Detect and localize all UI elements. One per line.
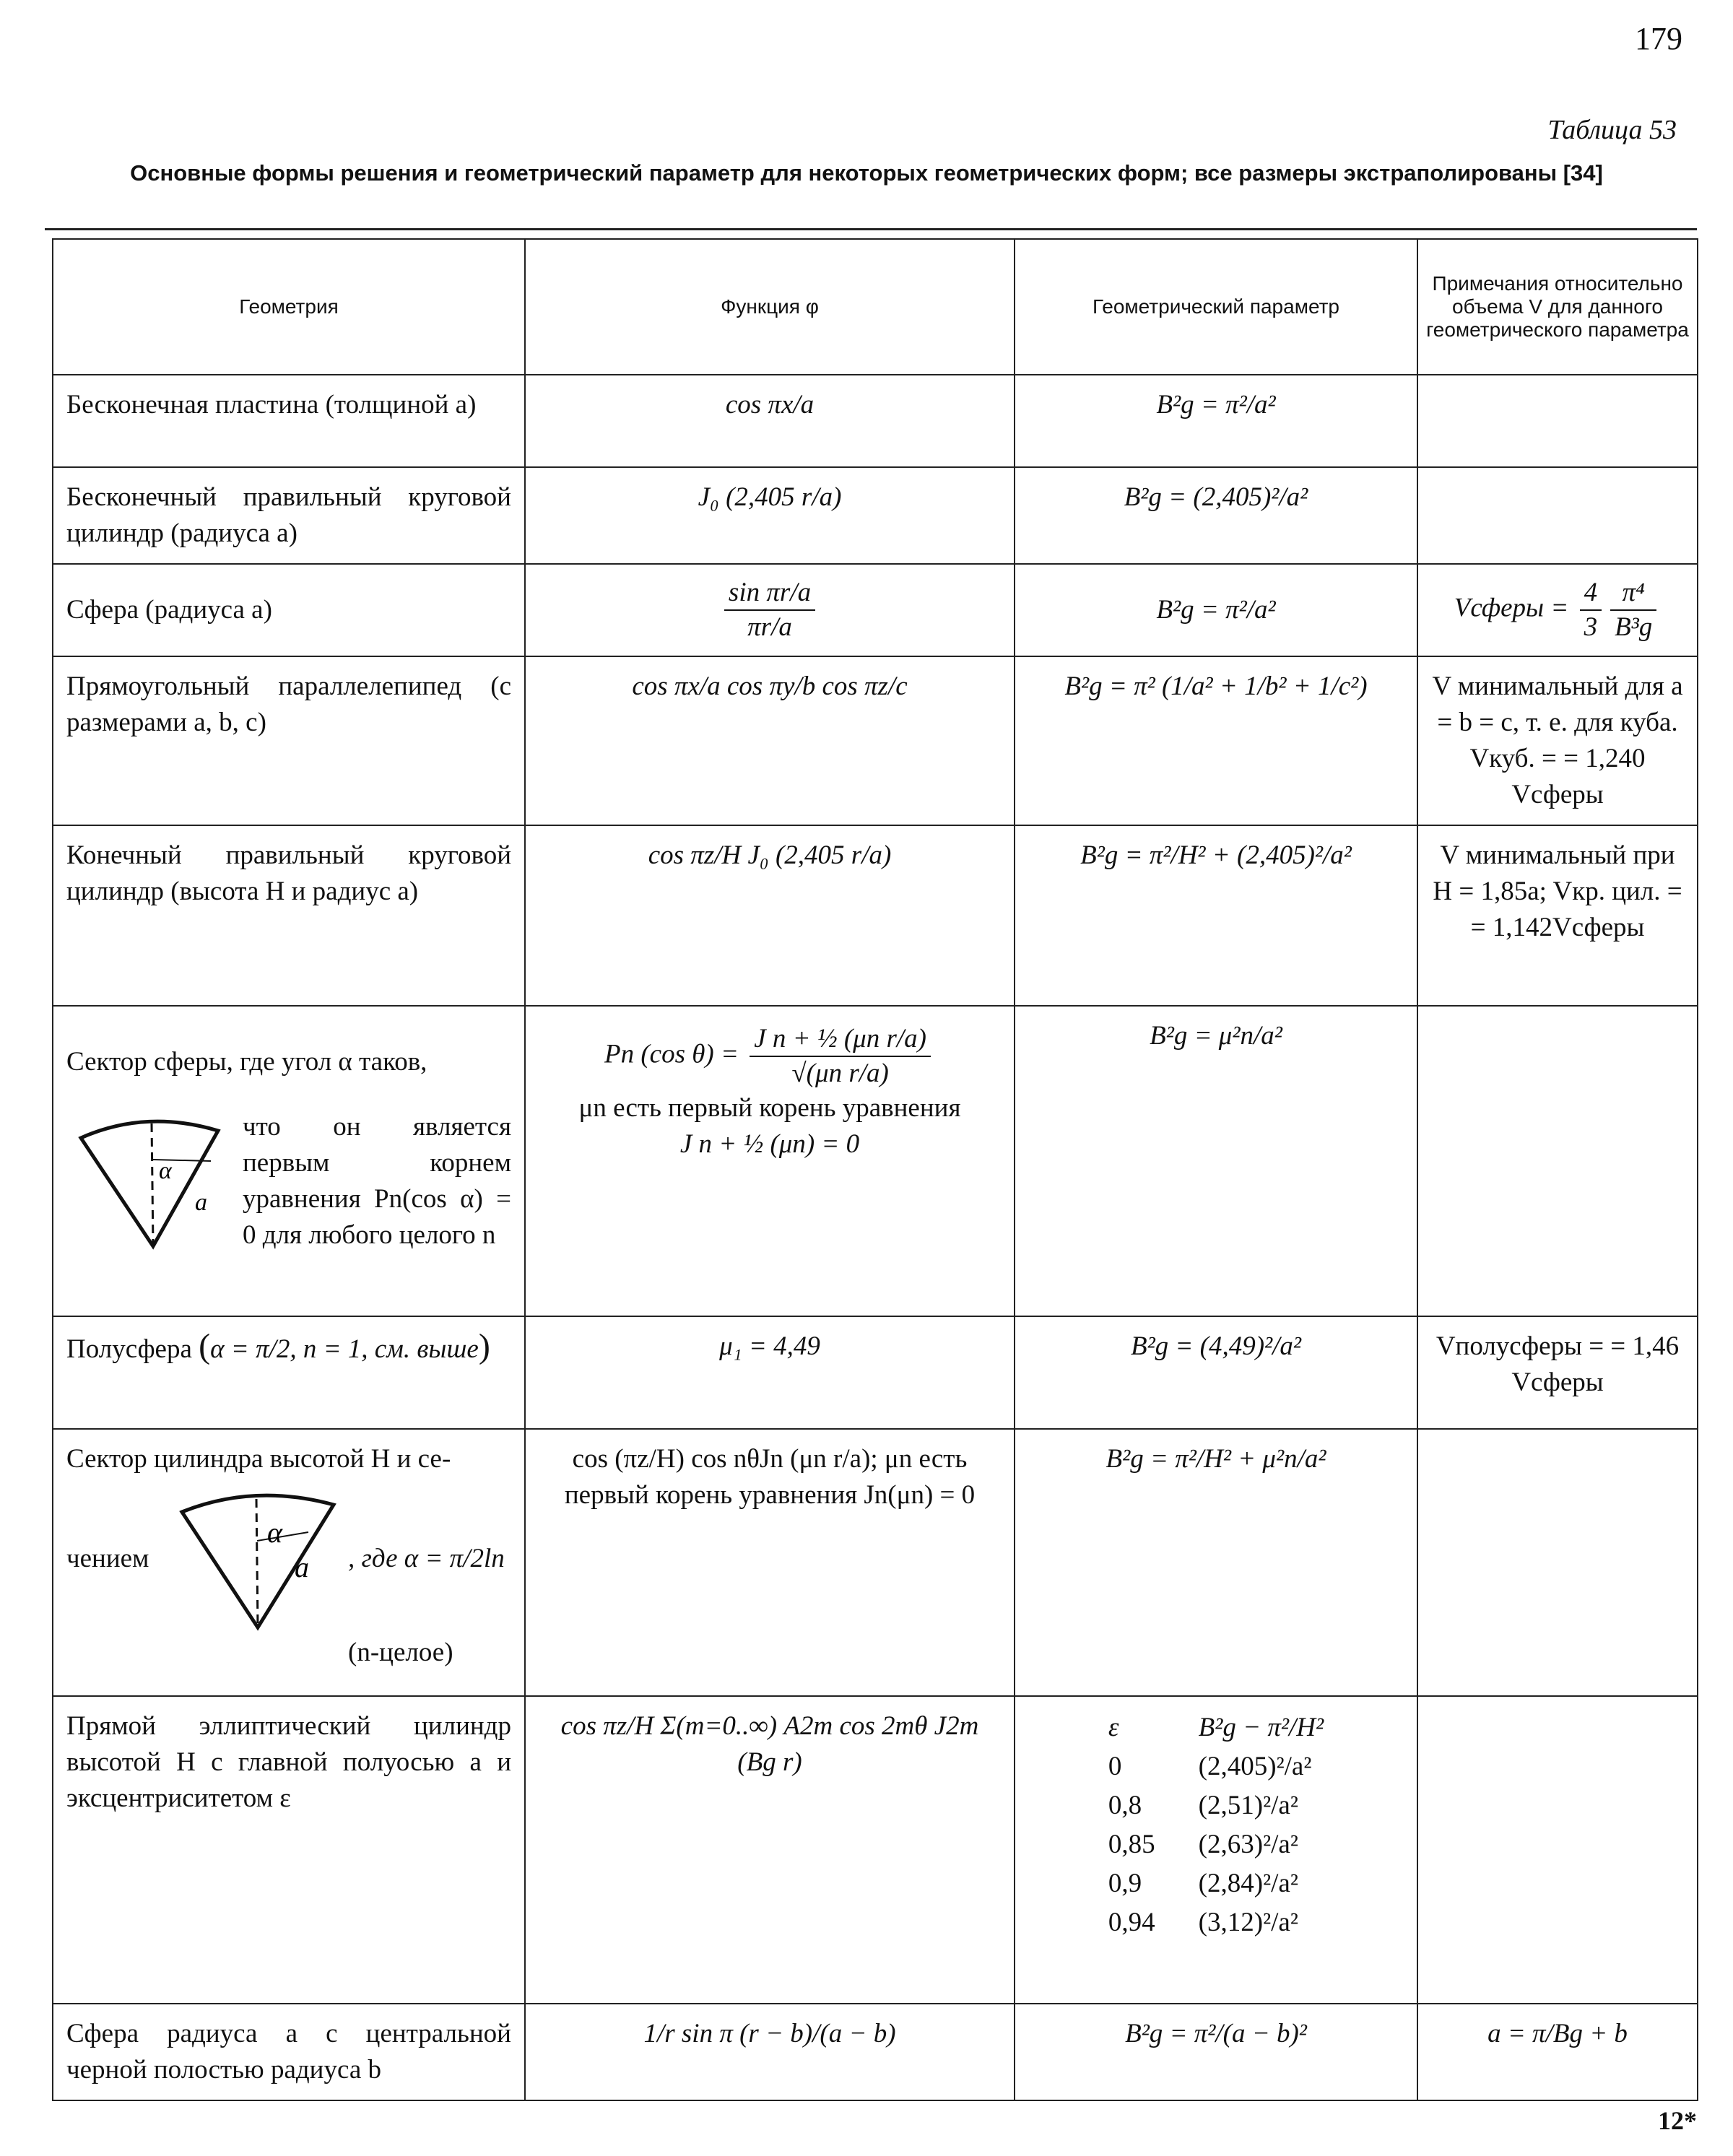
fraction-numerator: sin πr/a — [724, 576, 815, 611]
note-cell: V минимальный при H = 1,85a; Vкр. цил. = = 1,142Vсферы — [1417, 825, 1698, 1006]
parameter-cell: B²g = (2,405)²/a² — [1015, 467, 1417, 564]
paren-close: ) — [478, 1327, 490, 1365]
eccentricity-header-right: B²g − π²/H² — [1198, 1713, 1324, 1742]
table-row — [53, 656, 1698, 825]
eccentricity-row — [1087, 1747, 1345, 1786]
eccentricity-result: (2,51)²/a² — [1198, 1791, 1298, 1820]
geometry-text-right: , где α = π/2ln — [348, 1544, 505, 1573]
fraction-denominator: √(μn r/a) — [791, 1059, 889, 1088]
function-cell — [525, 564, 1015, 656]
geometry-cell: Сфера (радиуса a) — [53, 564, 525, 656]
geometry-text-left: чением — [66, 1544, 149, 1573]
eccentricity-result: (2,84)²/a² — [1198, 1869, 1298, 1898]
sphere-sector-figure — [66, 1109, 233, 1253]
parameter-cell: B²g = π²/a² — [1015, 564, 1417, 656]
note-fraction — [1610, 576, 1656, 644]
geometry-cell — [53, 1316, 525, 1429]
function-fraction — [724, 576, 815, 644]
parameter-cell: B²g = π²/a² — [1015, 375, 1417, 467]
eccentricity-value: 0,94 — [1108, 1908, 1155, 1937]
eccentricity-value: 0 — [1108, 1752, 1122, 1781]
geometry-cell: Конечный правильный круговой цилиндр (высота H и радиус a) — [53, 825, 525, 1006]
eccentricity-value: 0,9 — [1108, 1869, 1142, 1898]
function-cell: J₀ (2,405 r/a) — [525, 467, 1015, 564]
eccentricity-row — [1087, 1786, 1345, 1825]
cylinder-sector-figure — [168, 1483, 348, 1635]
geometry-cell: Бесконечная пластина (толщиной a) — [53, 375, 525, 467]
geometry-figure-block — [66, 1109, 511, 1253]
table-row — [53, 825, 1698, 1006]
table-row — [53, 1316, 1698, 1429]
table-caption: Основные формы решения и геометрический параметр для некоторых геометрических форм; все размеры экстраполированы [34] — [130, 160, 1603, 186]
eccentricity-result: (3,12)²/a² — [1198, 1908, 1298, 1937]
table-row — [53, 564, 1698, 656]
header-row — [53, 239, 1698, 375]
page-footer: 12* — [1658, 2106, 1697, 2135]
eccentricity-value: 0,8 — [1108, 1791, 1142, 1820]
geometry-text-top: Сектор сферы, где угол α таков, — [66, 1047, 427, 1077]
geometry-prefix: Полусфера — [66, 1334, 192, 1364]
geometry-cell: Бесконечный правильный круговой цилиндр (радиуса a) — [53, 467, 525, 564]
function-lhs: Pn (cos θ) = — [604, 1039, 739, 1069]
table-row — [53, 467, 1698, 564]
header-notes: Примечания относительно объема V для данного геометрического параметра — [1417, 239, 1698, 375]
table-row — [53, 375, 1698, 467]
function-cell: cos πx/a cos πy/b cos πz/c — [525, 656, 1015, 825]
eccentricity-result: (2,405)²/a² — [1198, 1752, 1312, 1781]
function-cell: cos πz/H Σ(m=0..∞) A2m cos 2mθ J2m (Bg r) — [525, 1696, 1015, 2004]
figure-a-label: a — [195, 1189, 207, 1216]
eccentricity-value: 0,85 — [1108, 1830, 1155, 1859]
note-lhs: Vсферы = — [1454, 593, 1569, 623]
figure-alpha-label: α — [267, 1516, 282, 1549]
geometry-text-bottom: (n-целое) — [348, 1638, 453, 1667]
eccentricity-header-left: ε — [1108, 1713, 1119, 1742]
table-row — [53, 1006, 1698, 1316]
parameter-cell — [1015, 1696, 1417, 2004]
note-cell — [1417, 375, 1698, 467]
function-cell: cos πz/H J₀ (2,405 r/a) — [525, 825, 1015, 1006]
header-parameter: Геометрический параметр — [1015, 239, 1417, 375]
geometry-cell: Прямоугольный параллелепипед (с размерами a, b, c) — [53, 656, 525, 825]
parameter-cell: B²g = π²/(a − b)² — [1015, 2004, 1417, 2100]
fraction-denominator: B³g — [1615, 612, 1653, 642]
note-cell: a = π/Bg + b — [1417, 2004, 1698, 2100]
geometry-cell: Прямой эллиптический цилиндр высотой H с главной полуосью a и эксцентриситетом ε — [53, 1696, 525, 2004]
table-row — [53, 1429, 1698, 1696]
fraction-numerator: 4 — [1580, 576, 1602, 611]
figure-a-label: a — [295, 1551, 309, 1583]
geometry-figure-block — [66, 1483, 511, 1635]
function-cell: cos (πz/H) cos nθJn (μn r/a); μn есть первый корень уравнения Jn(μn) = 0 — [525, 1429, 1015, 1696]
note-cell — [1417, 1006, 1698, 1316]
function-cell: 1/r sin π (r − b)/(a − b) — [525, 2004, 1015, 2100]
parameter-cell: B²g = π²/H² + μ²n/a² — [1015, 1429, 1417, 1696]
function-cell — [525, 1006, 1015, 1316]
function-main — [539, 1022, 1001, 1090]
table-row — [53, 2004, 1698, 2100]
table-row — [53, 1696, 1698, 2004]
eccentricity-row — [1087, 1864, 1345, 1903]
function-line-2: μn есть первый корень уравнения — [578, 1093, 961, 1123]
eccentricity-header — [1087, 1708, 1345, 1747]
parameter-cell: B²g = π²/H² + (2,405)²/a² — [1015, 825, 1417, 1006]
fraction-numerator: J n + ½ (μn r/a) — [750, 1022, 931, 1057]
note-cell — [1417, 1696, 1698, 2004]
note-cell — [1417, 564, 1698, 656]
function-cell: μ₁ = 4,49 — [525, 1316, 1015, 1429]
note-cell: V минимальный для a = b = c, т. е. для куба. Vкуб. = = 1,240 Vсферы — [1417, 656, 1698, 825]
geometry-cell — [53, 1429, 525, 1696]
top-rule — [45, 228, 1697, 230]
parameter-cell: B²g = π² (1/a² + 1/b² + 1/c²) — [1015, 656, 1417, 825]
parameter-cell: B²g = μ²n/a² — [1015, 1006, 1417, 1316]
paren-open: ( — [199, 1327, 211, 1365]
geometry-text-side: что он является первым корнем уравнения Pn(cos α) = 0 для любого целого n — [243, 1112, 511, 1250]
geometry-text-top: Сектор цилиндра высотой H и се- — [66, 1444, 451, 1474]
table-label: Таблица 53 — [1547, 115, 1677, 145]
eccentricity-row — [1087, 1903, 1345, 1942]
header-geometry: Геометрия — [53, 239, 525, 375]
eccentricity-row — [1087, 1825, 1345, 1864]
page-number: 179 — [1635, 21, 1682, 56]
fraction-denominator: πr/a — [747, 612, 792, 642]
header-function: Функция φ — [525, 239, 1015, 375]
parameter-cell: B²g = (4,49)²/a² — [1015, 1316, 1417, 1429]
note-fraction — [1580, 576, 1602, 644]
fraction-denominator: 3 — [1584, 612, 1598, 642]
figure-alpha-label: α — [159, 1157, 172, 1184]
geometry-cell: Сфера радиуса a с центральной черной полостью радиуса b — [53, 2004, 525, 2100]
geometry-condition: α = π/2, n = 1, см. выше — [210, 1334, 479, 1364]
fraction-numerator: π⁴ — [1610, 576, 1656, 611]
main-table — [52, 238, 1698, 2101]
eccentricity-result: (2,63)²/a² — [1198, 1830, 1298, 1859]
geometry-cell — [53, 1006, 525, 1316]
eccentricity-table — [1087, 1708, 1345, 1942]
note-cell — [1417, 467, 1698, 564]
function-cell: cos πx/a — [525, 375, 1015, 467]
function-fraction — [750, 1022, 931, 1090]
function-line-3: J n + ½ (μn) = 0 — [679, 1129, 860, 1159]
note-cell — [1417, 1429, 1698, 1696]
note-cell: Vполусферы = = 1,46 Vсферы — [1417, 1316, 1698, 1429]
